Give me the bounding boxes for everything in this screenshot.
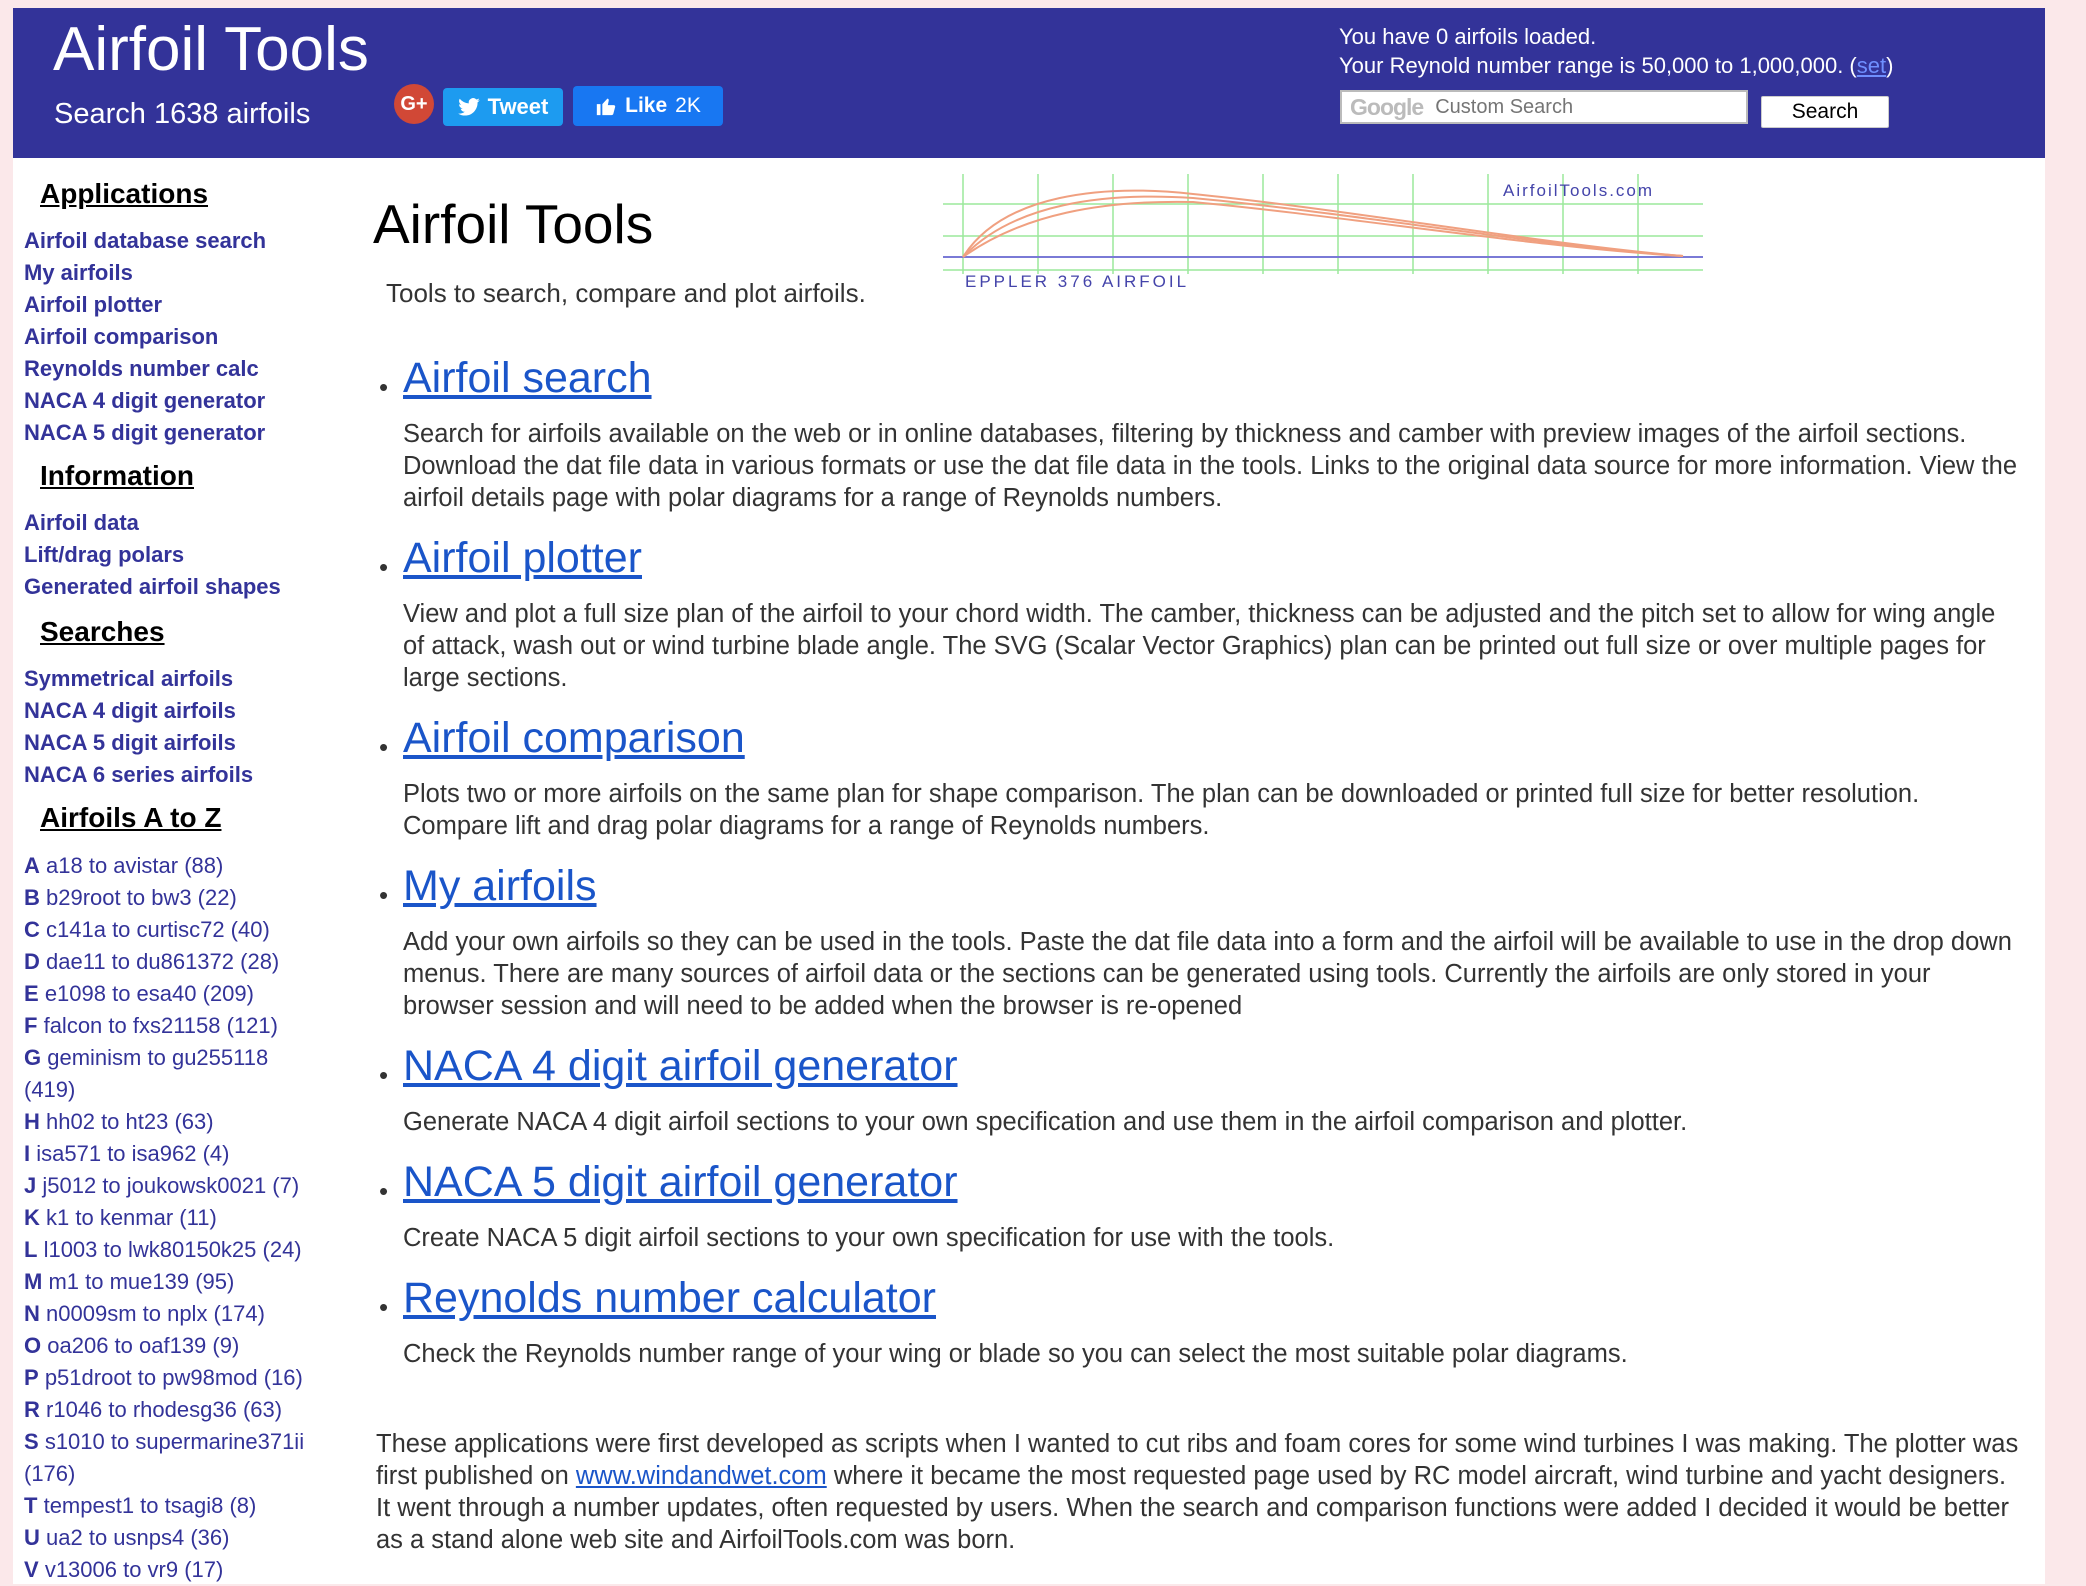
site-title[interactable]: Airfoil Tools [53,15,369,84]
like-count: 2K [675,94,701,117]
bullet: • [379,880,389,910]
twitter-bird-icon [458,98,480,116]
az-link-h[interactable]: H hh02 to ht23 (63) [24,1109,214,1134]
link-my-airfoils[interactable]: My airfoils [403,862,597,910]
az-link-o[interactable]: O oa206 to oaf139 (9) [24,1333,240,1358]
az-link-v[interactable]: V v13006 to vr9 (17) [24,1557,224,1582]
az-link-t[interactable]: T tempest1 to tsagi8 (8) [24,1493,257,1518]
tweet-label: Tweet [487,94,549,119]
windandwet-link[interactable]: www.windandwet.com [575,1462,827,1490]
reynolds-range-status: Your Reynold number range is 50,000 to 1,000,000. (set) [1339,53,1894,78]
sidebar-link-my-airfoils[interactable]: My airfoils [24,260,133,285]
like-label: Like [625,94,668,117]
az-link-u[interactable]: U ua2 to usnps4 (36) [24,1525,230,1550]
az-link-m[interactable]: M m1 to mue139 (95) [24,1269,235,1294]
az-link-l[interactable]: L l1003 to lwk80150k25 (24) [24,1237,302,1262]
az-link-a[interactable]: A a18 to avistar (88) [24,853,224,878]
bullet: • [379,732,389,762]
az-link-f[interactable]: F falcon to fxs21158 (121) [24,1013,278,1038]
facebook-like-button[interactable] [573,86,723,126]
sidebar-link-generated-shapes[interactable]: Generated airfoil shapes [24,574,281,599]
sidebar-heading-searches: Searches [40,616,165,647]
desc-naca5-generator: Create NACA 5 digit airfoil sections to your own specification for use with the tools. [403,1224,1335,1252]
bullet: • [379,372,389,402]
sidebar-heading-information: Information [40,460,194,491]
desc-airfoil-plotter: View and plot a full size plan of the airfoil to your chord width. The camber, thickness can be adjusted and the pitch set to allow for wing angle of attack, wash out or wind turbine blade angle. The SVG (Scalar Vector Graphics) plan can be printed out full size or over multiple pages for large sections. [403,600,1996,692]
sidebar-link-naca5-airfoils[interactable]: NACA 5 digit airfoils [24,730,236,755]
page-body [13,158,2045,1584]
sidebar-link-reynolds-calc[interactable]: Reynolds number calc [24,356,259,381]
about-paragraph: These applications were first developed as scripts when I wanted to cut ribs and foam cores for some wind turbines I was making. The plotter was first published on www.windandwet.com where it became the most requested page used by RC model aircraft, wind turbine and yacht designers. It went through a number updates, often requested by users. When the search and comparison functions were added I decided it would be better as a stand alone web site and AirfoilTools.com was born. [376,1430,2019,1554]
google-plus-button[interactable] [394,84,434,124]
eppler-airfoil-banner[interactable] [943,174,1703,299]
link-airfoil-search[interactable]: Airfoil search [403,354,652,402]
airfoils-loaded-status: You have 0 airfoils loaded. [1339,24,1597,49]
sidebar-heading-a-to-z: Airfoils A to Z [40,802,222,833]
sidebar-link-airfoil-data[interactable]: Airfoil data [24,510,139,535]
search-button[interactable]: Search [1761,96,1889,128]
link-airfoil-comparison[interactable]: Airfoil comparison [403,714,745,762]
sidebar-link-airfoil-database-search[interactable]: Airfoil database search [24,228,267,253]
bullet: • [379,1292,389,1322]
desc-reynolds-calculator: Check the Reynolds number range of your wing or blade so you can select the most suitable polar diagrams. [403,1340,1628,1368]
link-airfoil-plotter[interactable]: Airfoil plotter [403,534,642,582]
az-link-d[interactable]: D dae11 to du861372 (28) [24,949,280,974]
google-logo: Google [1350,93,1424,120]
sidebar-link-airfoil-plotter[interactable]: Airfoil plotter [24,292,163,317]
sidebar-link-naca6-airfoils[interactable]: NACA 6 series airfoils [24,762,254,787]
sidebar-link-airfoil-comparison[interactable]: Airfoil comparison [24,324,219,349]
google-plus-icon: G+ [400,92,428,115]
link-reynolds-calculator[interactable]: Reynolds number calculator [403,1274,936,1322]
banner-site-text: AirfoilTools.com [1503,181,1655,200]
site-header [13,8,2045,158]
page-title: Airfoil Tools [373,193,654,255]
desc-airfoil-comparison: Plots two or more airfoils on the same plan for shape comparison. The plan can be downloaded or printed full size for better resolution. Compare lift and drag polar diagrams for a range of Reynolds numbers. [403,780,1920,840]
sidebar-link-symmetrical[interactable]: Symmetrical airfoils [24,666,234,691]
az-link-k[interactable]: K k1 to kenmar (11) [24,1205,217,1230]
sidebar-link-naca5-generator[interactable]: NACA 5 digit generator [24,420,266,445]
az-link-p[interactable]: P p51droot to pw98mod (16) [24,1365,303,1390]
bullet: • [379,1060,389,1090]
airfoil-shape [963,191,1683,257]
tweet-button[interactable] [443,88,563,126]
sidebar-link-naca4-airfoils[interactable]: NACA 4 digit airfoils [24,698,236,723]
az-link-j[interactable]: J j5012 to joukowsk0021 (7) [24,1173,300,1198]
az-link-g[interactable]: G geminism to gu255118 (419) [24,1045,269,1102]
az-link-e[interactable]: E e1098 to esa40 (209) [24,981,254,1006]
az-link-s[interactable]: S s1010 to supermarine371ii (176) [24,1429,305,1486]
custom-search-box[interactable] [1340,90,1748,124]
az-link-r[interactable]: R r1046 to rhodesg36 (63) [24,1397,283,1422]
banner-airfoil-label: EPPLER 376 AIRFOIL [965,272,1190,291]
thumbs-up-icon [595,95,617,117]
sidebar-link-naca4-generator[interactable]: NACA 4 digit generator [24,388,266,413]
link-naca4-generator[interactable]: NACA 4 digit airfoil generator [403,1042,958,1090]
link-naca5-generator[interactable]: NACA 5 digit airfoil generator [403,1158,958,1206]
page-tagline: Tools to search, compare and plot airfoils. [386,278,866,308]
sidebar-link-lift-drag-polars[interactable]: Lift/drag polars [24,542,185,567]
sidebar-heading-applications: Applications [40,178,209,209]
desc-my-airfoils: Add your own airfoils so they can be used in the tools. Paste the dat file data into a form and the airfoil will be available to use in the drop down menus. There are many sources of airfoil data or the sections can be generated using tools. Currently the airfoils are only stored in your browser session and will need to be added when the browser is re-opened [403,928,2012,1020]
az-link-b[interactable]: B b29root to bw3 (22) [24,885,237,910]
az-link-i[interactable]: I isa571 to isa962 (4) [24,1141,230,1166]
bullet: • [379,1176,389,1206]
bullet: • [379,552,389,582]
az-link-c[interactable]: C c141a to curtisc72 (40) [24,917,270,942]
search-input[interactable] [1433,95,1717,120]
desc-naca4-generator: Generate NACA 4 digit airfoil sections to your own specification and use them in the airfoil comparison and plotter. [403,1108,1688,1136]
desc-airfoil-search: Search for airfoils available on the web or in online databases, filtering by thickness and camber with preview images of the airfoil sections. Download the dat file data in various formats or use the dat file data in the tools. Links to the original data source for more information. View the airfoil details page with polar diagrams for a range of Reynolds numbers. [403,420,2018,512]
set-reynolds-link[interactable]: set [1856,53,1887,78]
site-subtitle: Search 1638 airfoils [54,98,311,130]
az-link-n[interactable]: N n0009sm to nplx (174) [24,1301,265,1326]
